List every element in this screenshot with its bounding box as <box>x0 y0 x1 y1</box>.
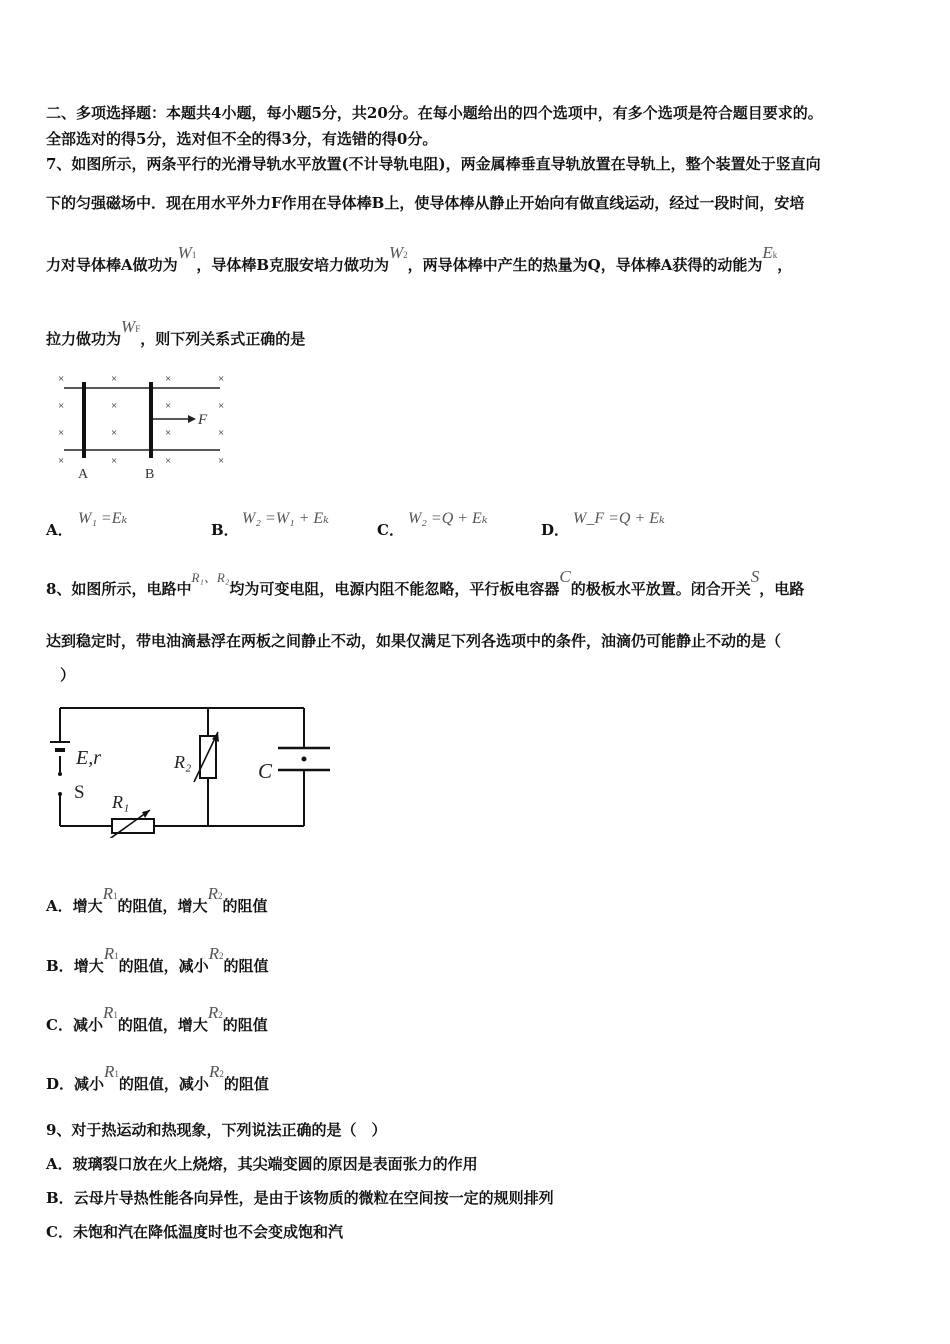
rails-figure <box>52 362 242 487</box>
q7-option-b-letter[interactable]: B． <box>211 521 239 539</box>
q9-stem: 9、对于热运动和热现象，下列说法正确的是（ ） <box>46 1121 387 1139</box>
wf-symbol: WF <box>121 317 141 336</box>
r1-symbol: R1 <box>103 944 119 963</box>
r1-symbol: R1 <box>104 1062 119 1081</box>
q7-option-d-letter[interactable]: D． <box>541 521 570 539</box>
section-scoring: 全部选对的得5分，选对但不全的得3分，有选错的得0分。 <box>46 130 438 148</box>
q8-option-a[interactable]: A．增大R1的阻值，增大R2的阻值 <box>46 884 268 915</box>
rod-a-label: A <box>78 467 89 482</box>
w2-symbol: W2 <box>389 243 408 262</box>
r2-symbol: R2 <box>208 944 224 963</box>
svg-text:×: × <box>218 400 225 412</box>
svg-text:×: × <box>218 373 225 385</box>
q8-line-2: 达到稳定时，带电油滴悬浮在两板之间静止不动，如果仅满足下列各选项中的条件，油滴仍可能静止不动的是（ <box>46 632 782 650</box>
svg-text:×: × <box>165 455 172 467</box>
r2-symbol: R2 <box>207 884 223 903</box>
svg-text:×: × <box>165 400 172 412</box>
q7-line-4: 拉力做功为WF，则下列关系式正确的是 <box>46 317 306 348</box>
r1-symbol: R1 <box>102 1003 118 1022</box>
q7-option-a-letter[interactable]: A． <box>46 521 73 539</box>
q7-line-1: 7、如图所示，两条平行的光滑导轨水平放置(不计导轨电阻)，两金属棒垂直导轨放置在导轨上，整个装置处于竖直向 <box>46 155 821 173</box>
svg-text:×: × <box>111 400 118 412</box>
svg-text:×: × <box>218 427 225 439</box>
q9-option-a[interactable]: A．玻璃裂口放在火上烧熔，其尖端变圆的原因是表面张力的作用 <box>46 1155 478 1173</box>
capacitor-label: C <box>258 759 273 783</box>
q7-option-b-formula[interactable]: W₂ =W₁ + Eₖ <box>242 510 329 527</box>
svg-text:×: × <box>58 400 65 412</box>
svg-text:×: × <box>58 455 65 467</box>
force-label: F <box>198 412 208 428</box>
oil-droplet <box>302 757 307 762</box>
q8-line-3: ） <box>60 666 76 684</box>
force-arrowhead <box>188 415 196 423</box>
svg-text:×: × <box>111 455 118 467</box>
q7-option-c-formula[interactable]: W₂ =Q + Eₖ <box>408 510 488 527</box>
svg-text:×: × <box>58 373 65 385</box>
r1-arrowhead <box>142 810 150 818</box>
q8-option-b[interactable]: B．增大R1的阻值，减小R2的阻值 <box>46 944 269 975</box>
r1-symbol: R1 <box>102 884 118 903</box>
switch-contact-top <box>58 772 62 776</box>
rod-b-label: B <box>145 467 155 482</box>
switch-label: S <box>74 782 85 803</box>
svg-text:×: × <box>58 427 65 439</box>
q9-option-c[interactable]: C．未饱和汽在降低温度时也不会变成饱和汽 <box>46 1223 343 1241</box>
c-symbol: C <box>559 567 571 586</box>
ek-symbol: Ek <box>762 243 778 262</box>
q7-option-c-letter[interactable]: C． <box>377 521 404 539</box>
svg-text:×: × <box>111 373 118 385</box>
q7-line-3: 力对导体棒A做功为W1，导体棒B克服安培力做功为W2，两导体棒中产生的热量为Q，导体棒A获得的动能为Ek， <box>46 243 793 274</box>
r1-label: R₁ <box>112 792 130 812</box>
w1-symbol: W1 <box>177 243 197 262</box>
switch-contact-bottom <box>58 792 62 796</box>
svg-text:×: × <box>218 455 225 467</box>
circuit-diagram <box>46 698 336 838</box>
q8-option-d[interactable]: D．减小R1的阻值，减小R2的阻值 <box>46 1062 269 1093</box>
q7-option-a-formula[interactable]: W₁ =Eₖ <box>78 510 128 527</box>
s-symbol: S <box>750 567 760 586</box>
q7-option-d-formula[interactable]: W_F =Q + Eₖ <box>573 510 665 527</box>
section-heading: 二、多项选择题：本题共4小题，每小题5分，共20分。在每小题给出的四个选项中，有多个选项是符合题目要求的。 <box>46 104 823 122</box>
battery-label: E,r <box>76 747 101 769</box>
q8-option-c[interactable]: C．减小R1的阻值，增大R2的阻值 <box>46 1003 268 1034</box>
r2-symbol: R2 <box>207 1003 223 1022</box>
q8-line-1: 8、如图所示，电路中R₁、R₂均为可变电阻，电源内阻不能忽略，平行板电容器C的极板水平放置。闭合开关S，电路 <box>46 567 805 598</box>
q7-line-2: 下的匀强磁场中．现在用水平外力F作用在导体棒B上，使导体棒从静止开始向有做直线运动，经过一段时间，安培 <box>46 194 805 212</box>
r2-label: R₂ <box>174 752 192 772</box>
r1-resistor <box>112 819 154 833</box>
r2-symbol: R2 <box>208 1062 224 1081</box>
svg-text:×: × <box>111 427 118 439</box>
q9-option-b[interactable]: B．云母片导热性能各向异性，是由于该物质的微粒在空间按一定的规则排列 <box>46 1189 554 1207</box>
svg-text:×: × <box>165 373 172 385</box>
r1-r2-symbol: R₁、R₂ <box>191 570 230 585</box>
svg-text:×: × <box>165 427 172 439</box>
